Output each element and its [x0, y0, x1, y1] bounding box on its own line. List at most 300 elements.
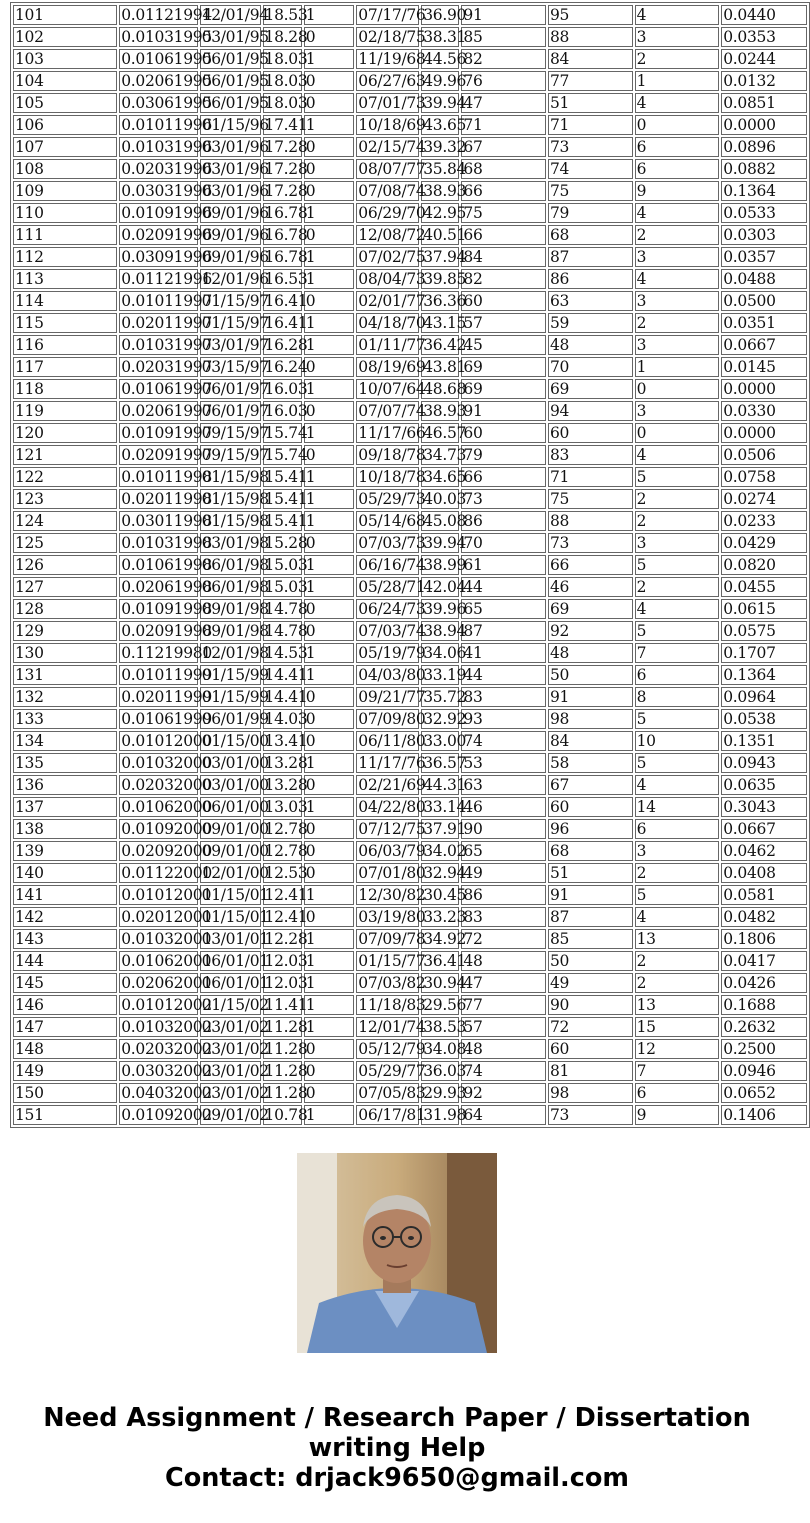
- table-cell: 3: [635, 247, 720, 267]
- table-cell: 01/15/97: [201, 292, 269, 310]
- table-cell: 140: [13, 863, 117, 883]
- table-cell: 0: [304, 225, 355, 245]
- table-cell: 9: [635, 181, 720, 201]
- table-cell: 65: [461, 841, 546, 861]
- table-cell: 15.03: [264, 556, 308, 574]
- table-cell: 06/03/79: [358, 842, 426, 860]
- table-cell: 46: [548, 577, 633, 597]
- table-cell: 0: [635, 379, 720, 399]
- table-cell: 36.57: [423, 754, 467, 772]
- table-row: [13, 885, 807, 905]
- table-cell: 0.0408: [721, 863, 807, 883]
- table-cell: 0.0667: [721, 335, 807, 355]
- table-row: [13, 621, 807, 641]
- table-cell: 65: [461, 599, 546, 619]
- table-cell: 06/01/98: [201, 578, 269, 596]
- table-cell: 73: [548, 533, 633, 553]
- table-cell: 92: [548, 621, 633, 641]
- table-cell: 1: [304, 797, 355, 817]
- table-cell: 15: [635, 1017, 720, 1037]
- table-cell: 117: [13, 357, 117, 377]
- table-cell: 13: [635, 995, 720, 1015]
- promo-contact-line: Contact: drjack9650@gmail.com: [165, 1463, 629, 1493]
- table-cell: 0: [304, 599, 355, 619]
- table-cell: 38.93: [423, 402, 467, 420]
- table-cell: 83: [461, 907, 546, 927]
- table-cell: 03/01/97: [201, 336, 269, 354]
- table-row: [13, 577, 807, 597]
- table-cell: 90: [548, 995, 633, 1015]
- table-cell: 0: [304, 863, 355, 883]
- table-cell: 43.81: [423, 358, 467, 376]
- table-cell: 0.01011996: [121, 116, 212, 134]
- table-cell: 151: [13, 1105, 117, 1125]
- table-cell: 15.41: [264, 490, 308, 508]
- table-cell: 09/15/97: [201, 446, 269, 464]
- table-cell: 05/14/68: [358, 512, 426, 530]
- table-cell: 91: [548, 885, 633, 905]
- table-cell: 0.0244: [721, 49, 807, 69]
- table-row: [13, 49, 807, 69]
- table-cell: 32.92: [423, 710, 467, 728]
- table-cell: 0.03032002: [121, 1062, 212, 1080]
- table-cell: 143: [13, 929, 117, 949]
- table-cell: 1: [304, 665, 355, 685]
- table-cell: 0.01122000: [121, 864, 212, 882]
- table-cell: 0.02011997: [121, 314, 212, 332]
- table-row: [13, 313, 807, 333]
- table-row: [13, 291, 807, 311]
- table-row: [13, 511, 807, 531]
- table-cell: 66: [548, 555, 633, 575]
- table-row: [13, 819, 807, 839]
- table-cell: 09/01/98: [201, 600, 269, 618]
- table-cell: 1: [304, 423, 355, 443]
- table-cell: 04/03/80: [358, 666, 426, 684]
- table-cell: 6: [635, 137, 720, 157]
- table-cell: 1: [304, 5, 355, 25]
- table-row: [13, 115, 807, 135]
- table-cell: 64: [461, 1105, 546, 1125]
- table-cell: 16.41: [264, 292, 308, 310]
- table-cell: 102: [13, 27, 117, 47]
- table-cell: 04/22/80: [358, 798, 426, 816]
- table-cell: 39.96: [423, 600, 467, 618]
- table-cell: 42.95: [423, 204, 467, 222]
- table-cell: 09/01/96: [201, 248, 269, 266]
- table-cell: 0.1364: [721, 181, 807, 201]
- table-cell: 0.01032001: [121, 930, 212, 948]
- table-row: [13, 555, 807, 575]
- table-cell: 118: [13, 379, 117, 399]
- table-cell: 86: [461, 511, 546, 531]
- table-cell: 17.41: [264, 116, 308, 134]
- table-cell: 0.0652: [721, 1083, 807, 1103]
- table-cell: 57: [461, 313, 546, 333]
- table-cell: 0.04032002: [121, 1084, 212, 1102]
- table-cell: 39.94: [423, 534, 467, 552]
- table-cell: 1: [304, 995, 355, 1015]
- table-cell: 10/18/69: [358, 116, 426, 134]
- table-cell: 07/07/74: [358, 402, 426, 420]
- table-cell: 58: [548, 753, 633, 773]
- table-cell: 14.41: [264, 688, 308, 706]
- table-cell: 122: [13, 467, 117, 487]
- table-cell: 49.96: [423, 72, 467, 90]
- table-cell: 44.56: [423, 50, 467, 68]
- table-cell: 40.03: [423, 490, 467, 508]
- table-cell: 43.15: [423, 314, 467, 332]
- table-cell: 0.01032000: [121, 754, 212, 772]
- table-cell: 34.92: [423, 930, 467, 948]
- table-cell: 05/29/73: [358, 490, 426, 508]
- table-row: [13, 379, 807, 399]
- table-cell: 1: [304, 973, 355, 993]
- table-row: [13, 225, 807, 245]
- table-cell: 0.0533: [721, 203, 807, 223]
- table-cell: 01/15/01: [201, 908, 269, 926]
- table-cell: 103: [13, 49, 117, 69]
- table-cell: 141: [13, 885, 117, 905]
- table-cell: 14: [635, 797, 720, 817]
- table-cell: 15.74: [264, 424, 308, 442]
- table-cell: 39.32: [423, 138, 467, 156]
- table-cell: 134: [13, 731, 117, 751]
- table-cell: 75: [548, 181, 633, 201]
- table-cell: 48: [548, 335, 633, 355]
- table-cell: 0.02032002: [121, 1040, 212, 1058]
- table-cell: 33.19: [423, 666, 467, 684]
- table-row: [13, 533, 807, 553]
- table-cell: 125: [13, 533, 117, 553]
- table-cell: 0: [304, 687, 355, 707]
- table-cell: 18.03: [264, 50, 308, 68]
- table-cell: 0.0500: [721, 291, 807, 311]
- table-cell: 0.0000: [721, 423, 807, 443]
- table-cell: 0.0851: [721, 93, 807, 113]
- table-cell: 70: [548, 357, 633, 377]
- table-cell: 17.28: [264, 160, 308, 178]
- table-cell: 0.02031996: [121, 160, 212, 178]
- table-cell: 03/15/97: [201, 358, 269, 376]
- table-cell: 0: [304, 445, 355, 465]
- table-cell: 01/15/00: [201, 732, 269, 750]
- table-cell: 3: [635, 291, 720, 311]
- table-cell: 06/01/95: [201, 94, 269, 112]
- table-cell: 3: [635, 401, 720, 421]
- table-cell: 48: [461, 1039, 546, 1059]
- table-cell: 34.02: [423, 842, 467, 860]
- table-cell: 0.0132: [721, 71, 807, 91]
- table-cell: 5: [635, 885, 720, 905]
- table-cell: 06/01/00: [201, 798, 269, 816]
- table-cell: 1: [635, 71, 720, 91]
- table-cell: 1: [304, 753, 355, 773]
- table-cell: 1: [304, 489, 355, 509]
- table-cell: 53: [461, 753, 546, 773]
- table-cell: 03/01/95: [201, 28, 269, 46]
- table-cell: 0.02012001: [121, 908, 212, 926]
- table-cell: 09/21/77: [358, 688, 426, 706]
- table-cell: 60: [548, 797, 633, 817]
- table-cell: 76: [461, 71, 546, 91]
- table-cell: 10/18/78: [358, 468, 426, 486]
- table-cell: 131: [13, 665, 117, 685]
- table-cell: 135: [13, 753, 117, 773]
- table-cell: 06/01/01: [201, 952, 269, 970]
- table-cell: 06/01/97: [201, 380, 269, 398]
- table-cell: 11/17/66: [358, 424, 426, 442]
- table-cell: 12.03: [264, 974, 308, 992]
- table-cell: 07/01/73: [358, 94, 426, 112]
- table-cell: 49: [548, 973, 633, 993]
- table-cell: 116: [13, 335, 117, 355]
- table-cell: 0.0482: [721, 907, 807, 927]
- table-cell: 75: [461, 203, 546, 223]
- table-cell: 0.02031997: [121, 358, 212, 376]
- table-cell: 2: [635, 511, 720, 531]
- table-row: [13, 489, 807, 509]
- author-avatar: [297, 1153, 497, 1353]
- table-cell: 11.28: [264, 1040, 308, 1058]
- table-cell: 93: [461, 709, 546, 729]
- table-cell: 0.01062000: [121, 798, 212, 816]
- table-cell: 0.3043: [721, 797, 807, 817]
- table-cell: 4: [635, 5, 720, 25]
- table-cell: 0.0440: [721, 5, 807, 25]
- table-cell: 75: [548, 489, 633, 509]
- table-cell: 82: [461, 269, 546, 289]
- table-cell: 0.01032002: [121, 1018, 212, 1036]
- table-row: [13, 951, 807, 971]
- table-cell: 38.31: [423, 28, 467, 46]
- table-cell: 5: [635, 555, 720, 575]
- table-cell: 01/11/77: [358, 336, 426, 354]
- table-cell: 0: [304, 907, 355, 927]
- table-cell: 16.78: [264, 226, 308, 244]
- table-cell: 1: [304, 1105, 355, 1125]
- table-cell: 0.01031996: [121, 138, 212, 156]
- table-cell: 16.03: [264, 380, 308, 398]
- table-row: [13, 753, 807, 773]
- table-cell: 0.01061998: [121, 556, 212, 574]
- table-cell: 47: [461, 93, 546, 113]
- table-cell: 0.0488: [721, 269, 807, 289]
- table-cell: 14.03: [264, 710, 308, 728]
- table-cell: 03/01/02: [201, 1084, 269, 1102]
- table-cell: 11.28: [264, 1018, 308, 1036]
- table-cell: 17.28: [264, 182, 308, 200]
- table-cell: 132: [13, 687, 117, 707]
- table-cell: 29.56: [423, 996, 467, 1014]
- table-cell: 114: [13, 291, 117, 311]
- table-cell: 0.0615: [721, 599, 807, 619]
- table-row: [13, 203, 807, 223]
- table-cell: 10/07/64: [358, 380, 426, 398]
- table-row: [13, 1083, 807, 1103]
- table-cell: 0.0357: [721, 247, 807, 267]
- table-cell: 0.0455: [721, 577, 807, 597]
- table-cell: 33.23: [423, 908, 467, 926]
- person-portrait-image: [297, 1153, 497, 1353]
- table-row: [13, 797, 807, 817]
- table-cell: 11.41: [264, 996, 308, 1014]
- table-cell: 05/29/77: [358, 1062, 426, 1080]
- table-cell: 60: [461, 423, 546, 443]
- table-cell: 07/03/82: [358, 974, 426, 992]
- table-cell: 0: [304, 181, 355, 201]
- table-cell: 38.53: [423, 1018, 467, 1036]
- table-cell: 09/01/00: [201, 842, 269, 860]
- table-cell: 15.41: [264, 468, 308, 486]
- table-cell: 0: [304, 731, 355, 751]
- table-cell: 1: [304, 49, 355, 69]
- table-cell: 4: [635, 775, 720, 795]
- table-cell: 1: [304, 643, 355, 663]
- table-cell: 2: [635, 863, 720, 883]
- table-cell: 106: [13, 115, 117, 135]
- table-cell: 15.28: [264, 534, 308, 552]
- table-cell: 43.65: [423, 116, 467, 134]
- table-cell: 0.1707: [721, 643, 807, 663]
- table-cell: 5: [635, 621, 720, 641]
- table-cell: 12/01/94: [201, 6, 269, 24]
- table-cell: 0.02061997: [121, 402, 212, 420]
- table-cell: 0.0330: [721, 401, 807, 421]
- table-cell: 133: [13, 709, 117, 729]
- table-cell: 2: [635, 489, 720, 509]
- table-row: [13, 137, 807, 157]
- table-cell: 0.01092002: [121, 1106, 212, 1124]
- table-cell: 0.0635: [721, 775, 807, 795]
- table-cell: 83: [548, 445, 633, 465]
- table-cell: 12.53: [264, 864, 308, 882]
- table-cell: 0.0000: [721, 379, 807, 399]
- table-cell: 09/18/78: [358, 446, 426, 464]
- table-cell: 68: [548, 225, 633, 245]
- table-cell: 3: [635, 27, 720, 47]
- table-cell: 137: [13, 797, 117, 817]
- table-cell: 09/01/98: [201, 622, 269, 640]
- table-row: [13, 335, 807, 355]
- table-cell: 1: [304, 467, 355, 487]
- table-cell: 66: [461, 225, 546, 245]
- table-row: [13, 863, 807, 883]
- table-cell: 81: [548, 1061, 633, 1081]
- table-row: [13, 929, 807, 949]
- table-cell: 68: [461, 159, 546, 179]
- table-cell: 38.94: [423, 622, 467, 640]
- table-cell: 14.78: [264, 600, 308, 618]
- table-cell: 124: [13, 511, 117, 531]
- table-cell: 1: [304, 511, 355, 531]
- table-cell: 109: [13, 181, 117, 201]
- table-cell: 33.14: [423, 798, 467, 816]
- table-cell: 0.0429: [721, 533, 807, 553]
- table-cell: 1: [304, 203, 355, 223]
- table-cell: 129: [13, 621, 117, 641]
- table-cell: 0: [635, 115, 720, 135]
- table-cell: 7: [635, 643, 720, 663]
- table-cell: 07/03/73: [358, 534, 426, 552]
- table-cell: 3: [635, 841, 720, 861]
- table-cell: 0.01061999: [121, 710, 212, 728]
- table-cell: 67: [461, 137, 546, 157]
- table-cell: 149: [13, 1061, 117, 1081]
- table-row: [13, 1017, 807, 1037]
- table-cell: 36.03: [423, 1062, 467, 1080]
- table-cell: 4: [635, 93, 720, 113]
- table-cell: 60: [461, 291, 546, 311]
- table-row: [13, 709, 807, 729]
- table-cell: 104: [13, 71, 117, 91]
- table-cell: 0.01031997: [121, 336, 212, 354]
- table-cell: 0.01012000: [121, 732, 212, 750]
- table-cell: 16.28: [264, 336, 308, 354]
- table-cell: 0.02091997: [121, 446, 212, 464]
- table-row: [13, 247, 807, 267]
- table-cell: 77: [461, 995, 546, 1015]
- table-cell: 02/01/77: [358, 292, 426, 310]
- table-cell: 79: [461, 445, 546, 465]
- table-cell: 01/15/01: [201, 886, 269, 904]
- table-cell: 37.91: [423, 820, 467, 838]
- table-cell: 0.0946: [721, 1061, 807, 1081]
- table-cell: 107: [13, 137, 117, 157]
- table-row: [13, 1039, 807, 1059]
- table-cell: 50: [548, 665, 633, 685]
- table-cell: 38.99: [423, 556, 467, 574]
- table-cell: 07/09/80: [358, 710, 426, 728]
- table-cell: 136: [13, 775, 117, 795]
- table-cell: 06/01/98: [201, 556, 269, 574]
- table-cell: 06/01/97: [201, 402, 269, 420]
- table-cell: 48: [461, 951, 546, 971]
- table-cell: 16.41: [264, 314, 308, 332]
- table-cell: 66: [461, 467, 546, 487]
- table-cell: 1: [635, 357, 720, 377]
- table-row: [13, 643, 807, 663]
- table-cell: 130: [13, 643, 117, 663]
- table-cell: 11/18/83: [358, 996, 426, 1014]
- table-cell: 96: [548, 819, 633, 839]
- table-cell: 44.31: [423, 776, 467, 794]
- table-cell: 05/12/79: [358, 1040, 426, 1058]
- table-cell: 18.28: [264, 28, 308, 46]
- table-cell: 98: [548, 1083, 633, 1103]
- table-cell: 79: [548, 203, 633, 223]
- table-cell: 0.01031995: [121, 28, 212, 46]
- table-cell: 08/19/69: [358, 358, 426, 376]
- table-cell: 145: [13, 973, 117, 993]
- table-cell: 115: [13, 313, 117, 333]
- table-cell: 68: [548, 841, 633, 861]
- table-cell: 6: [635, 159, 720, 179]
- table-cell: 0.03031996: [121, 182, 212, 200]
- table-cell: 87: [461, 621, 546, 641]
- table-row: [13, 401, 807, 421]
- table-cell: 0: [304, 709, 355, 729]
- table-cell: 06/01/01: [201, 974, 269, 992]
- table-row: [13, 687, 807, 707]
- table-cell: 13.41: [264, 732, 308, 750]
- table-cell: 0.02092000: [121, 842, 212, 860]
- table-cell: 11/17/76: [358, 754, 426, 772]
- table-cell: 73: [548, 1105, 633, 1125]
- table-cell: 0.0426: [721, 973, 807, 993]
- table-cell: 0: [304, 357, 355, 377]
- table-cell: 59: [548, 313, 633, 333]
